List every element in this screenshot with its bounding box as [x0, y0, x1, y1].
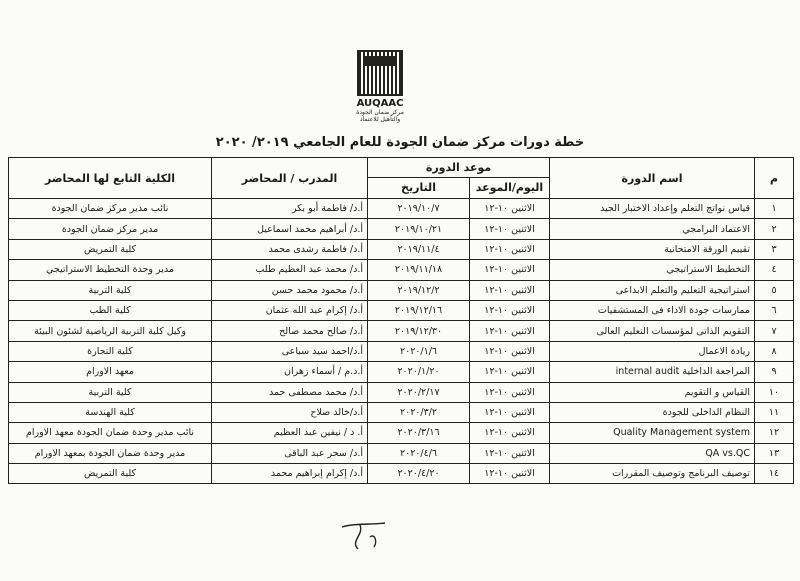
cell-num: ١٢	[755, 423, 794, 443]
cell-course: استراتيجية التعليم والتعلم الابداعى	[550, 280, 755, 300]
cell-course: التقويم الذاتى لمؤسسات التعليم العالى	[550, 321, 755, 341]
cell-trainer: أ.د/احمد سيد سباعى	[212, 341, 368, 361]
cell-num: ٣	[755, 239, 794, 259]
cell-course: المراجعة الداخلية internal audit	[550, 362, 755, 382]
cell-num: ١٣	[755, 443, 794, 463]
cell-day: الاثنين ١٠-١٢	[470, 219, 550, 239]
header-date: التاريخ	[368, 177, 470, 198]
cell-date: ٢٠١٩/١٢/١٦	[368, 300, 470, 320]
cell-faculty: معهد الاورام	[9, 362, 212, 382]
cell-date: ٢٠١٩/١٠/٧	[368, 199, 470, 219]
cell-faculty: مدير وحدة ضمان الجودة بمعهد الاورام	[9, 443, 212, 463]
cell-course: QA vs.QC	[550, 443, 755, 463]
cell-faculty: مدير وحدة التخطيط الاستراتيجي	[9, 260, 212, 280]
emblem-icon	[357, 50, 403, 96]
courses-table	[8, 157, 794, 484]
table-row	[9, 199, 794, 219]
cell-day: الاثنين ١٠-١٢	[470, 423, 550, 443]
cell-trainer: أ.د/ إكرام إبراهيم محمد	[212, 464, 368, 484]
cell-trainer: أ. د / نيفين عبد العظيم	[212, 423, 368, 443]
cell-date: ٢٠٢٠/٤/٢٠	[368, 464, 470, 484]
cell-faculty: كلية التمريض	[9, 239, 212, 259]
cell-date: ٢٠١٩/١١/١٨	[368, 260, 470, 280]
cell-date: ٢٠٢٠/١/٢٠	[368, 362, 470, 382]
header-faculty: الكلية التابع لها المحاضر	[9, 158, 212, 199]
cell-day: الاثنين ١٠-١٢	[470, 199, 550, 219]
table-row	[9, 341, 794, 361]
cell-trainer: أ.د/ فاطمة رشدى محمد	[212, 239, 368, 259]
cell-course: قياس نواتج التعلم وإعداد الاختبار الجيد	[550, 199, 755, 219]
center-logo	[350, 50, 410, 130]
cell-trainer: أ.د/ أبراهيم محمد اسماعيل	[212, 219, 368, 239]
cell-day: الاثنين ١٠-١٢	[470, 260, 550, 280]
cell-date: ٢٠١٩/١٠/٢١	[368, 219, 470, 239]
cell-trainer: أ.د/ محمد عبد العظيم طلب	[212, 260, 368, 280]
cell-date: ٢٠١٩/١٢/٢	[368, 280, 470, 300]
page-title: خطة دورات مركز ضمان الجودة للعام الجامعي ٢٠١٩/ ٢٠٢٠	[215, 135, 585, 150]
table-row	[9, 362, 794, 382]
cell-day: الاثنين ١٠-١٢	[470, 464, 550, 484]
cell-num: ٨	[755, 341, 794, 361]
cell-faculty: وكيل كلية التربية الرياضية لشئون البيئة	[9, 321, 212, 341]
table-row	[9, 464, 794, 484]
cell-num: ٩	[755, 362, 794, 382]
logo-code: AUQAAC	[356, 98, 404, 109]
cell-trainer: أ.د/ صالح محمد صالح	[212, 321, 368, 341]
header-course: اسم الدورة	[550, 158, 755, 199]
cell-day: الاثنين ١٠-١٢	[470, 402, 550, 422]
cell-faculty: كلية الطب	[9, 300, 212, 320]
cell-course: ممارسات جودة الاداء فى المستشفيات	[550, 300, 755, 320]
cell-date: ٢٠٢٠/٢/١٧	[368, 382, 470, 402]
cell-trainer: أ.د.م / أسماء زهران	[212, 362, 368, 382]
cell-course: Quality Management system	[550, 423, 755, 443]
cell-num: ٥	[755, 280, 794, 300]
header-trainer: المدرب / المحاضر	[212, 158, 368, 199]
cell-num: ٦	[755, 300, 794, 320]
cell-day: الاثنين ١٠-١٢	[470, 239, 550, 259]
table-row	[9, 219, 794, 239]
table-row	[9, 423, 794, 443]
table-row	[9, 321, 794, 341]
cell-course: النظام الداخلى للجودة	[550, 402, 755, 422]
cell-trainer: أ.د/ إكرام عبد الله عثمان	[212, 300, 368, 320]
cell-trainer: أ.د/ محمد مصطفى حمد	[212, 382, 368, 402]
cell-faculty: نائب مدير وحدة ضمان الجودة معهد الاورام	[9, 423, 212, 443]
cell-date: ٢٠٢٠/١/٦	[368, 341, 470, 361]
cell-day: الاثنين ١٠-١٢	[470, 341, 550, 361]
cell-date: ٢٠١٩/١٢/٣٠	[368, 321, 470, 341]
header-num: م	[755, 158, 794, 199]
cell-faculty: كلية التجارة	[9, 341, 212, 361]
table-row	[9, 280, 794, 300]
signature	[340, 515, 400, 555]
cell-num: ٧	[755, 321, 794, 341]
cell-date: ٢٠١٩/١١/٤	[368, 239, 470, 259]
cell-faculty: كلية التربية	[9, 382, 212, 402]
table-row	[9, 300, 794, 320]
table-row	[9, 239, 794, 259]
cell-trainer: أ.د/ سحر عبد الباقى	[212, 443, 368, 463]
cell-course: ريادة الاعمال	[550, 341, 755, 361]
cell-course: القياس و التقويم	[550, 382, 755, 402]
cell-faculty: نائب مدير مركز ضمان الجودة	[9, 199, 212, 219]
cell-faculty: كلية الهندسة	[9, 402, 212, 422]
table-row	[9, 382, 794, 402]
cell-day: الاثنين ١٠-١٢	[470, 443, 550, 463]
cell-course: تقييم الورقة الامتحانية	[550, 239, 755, 259]
cell-course: الاعتماد البرامجي	[550, 219, 755, 239]
table-row	[9, 443, 794, 463]
cell-day: الاثنين ١٠-١٢	[470, 382, 550, 402]
cell-day: الاثنين ١٠-١٢	[470, 321, 550, 341]
table-row	[9, 260, 794, 280]
cell-trainer: أ.د/ فاطمة أبو بكر	[212, 199, 368, 219]
cell-day: الاثنين ١٠-١٢	[470, 280, 550, 300]
cell-faculty: كلية التربية	[9, 280, 212, 300]
cell-course: التخطيط الاستراتيجي	[550, 260, 755, 280]
cell-faculty: كلية التمريض	[9, 464, 212, 484]
cell-date: ٢٠٢٠/٣/١٦	[368, 423, 470, 443]
cell-num: ٤	[755, 260, 794, 280]
header-schedule: موعد الدورة	[368, 158, 550, 178]
logo-subtitle: مركز ضمان الجودة والتأهيل للاعتماد	[356, 109, 404, 123]
cell-faculty: مدير مركز ضمان الجودة	[9, 219, 212, 239]
cell-num: ٢	[755, 219, 794, 239]
cell-trainer: أ.د/خالد صلاح	[212, 402, 368, 422]
cell-num: ١٤	[755, 464, 794, 484]
cell-day: الاثنين ١٠-١٢	[470, 300, 550, 320]
cell-course: توصيف البرنامج وتوصيف المقررات	[550, 464, 755, 484]
cell-num: ١	[755, 199, 794, 219]
cell-num: ١٠	[755, 382, 794, 402]
cell-num: ١١	[755, 402, 794, 422]
cell-date: ٢٠٢٠/٣/٢	[368, 402, 470, 422]
cell-day: الاثنين ١٠-١٢	[470, 362, 550, 382]
cell-trainer: أ.د/ محمود محمد حسن	[212, 280, 368, 300]
cell-date: ٢٠٢٠/٤/٦	[368, 443, 470, 463]
table-row	[9, 402, 794, 422]
header-day-time: اليوم/الموعد	[470, 177, 550, 198]
